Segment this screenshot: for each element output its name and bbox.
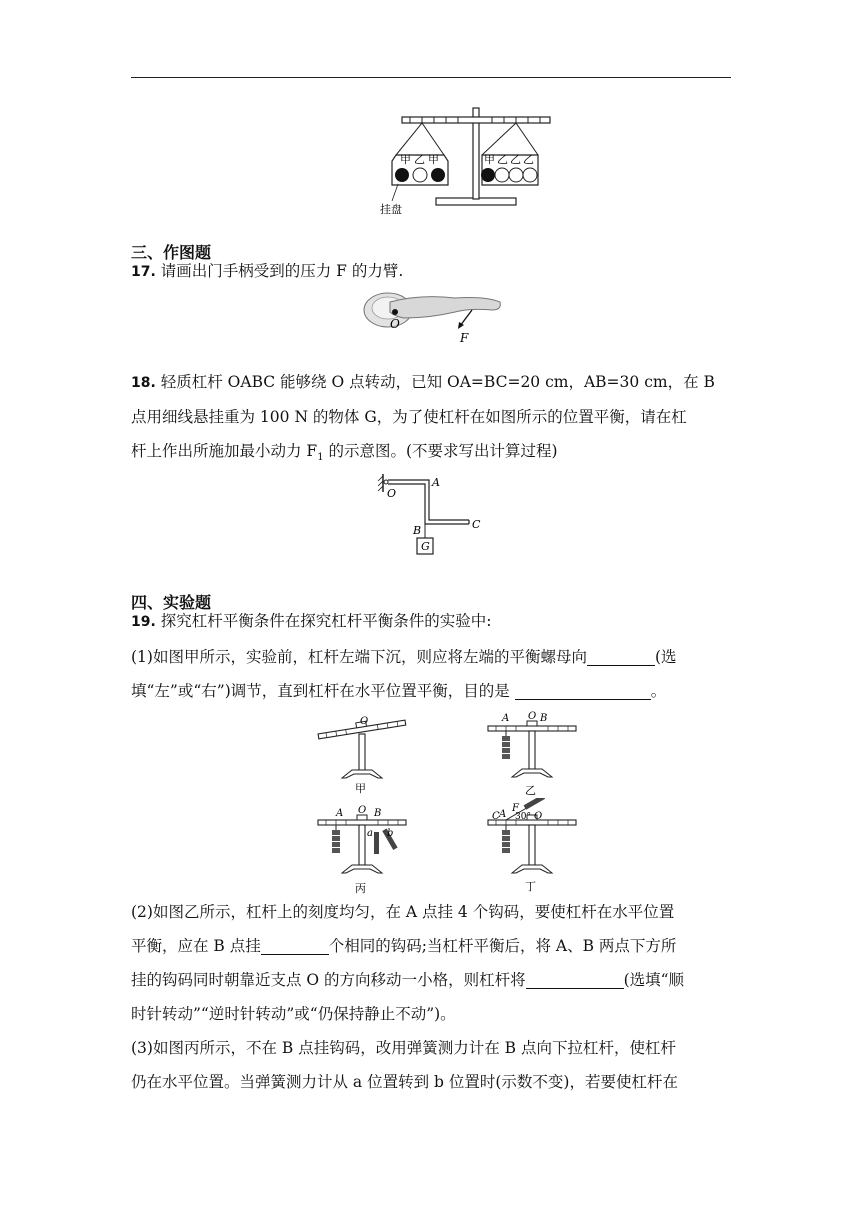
label-a: A [336, 808, 344, 819]
q19-p3-line-2: 仍在水平位置。当弹簧测力计从 a 位置转到 b 位置时(示数不变)，若要使杠杆在 [131, 1073, 678, 1091]
q19-part-1 [131, 640, 731, 708]
section-heading-4: 四、实验题 [131, 593, 212, 612]
answer-blank-1[interactable] [587, 647, 655, 666]
q19-intro-text: 探究杠杆平衡条件在探究杠杆平衡条件的实验中: [160, 612, 492, 630]
force-label: F [460, 331, 469, 345]
label-angle: 30° [515, 812, 531, 822]
label-b: B [540, 713, 548, 724]
q19-p3-line-1: (3)如图丙所示，不在 B 点挂钩码，改用弹簧测力计在 B 点向下拉杠杆，使杠杆 [131, 1039, 676, 1057]
label-f: F [512, 803, 519, 814]
question-18 [131, 365, 731, 475]
caption-bing: 丙 [355, 882, 366, 895]
label-g: G [421, 540, 430, 553]
caption-ding: 丁 [525, 880, 536, 893]
question-number: 18. [131, 375, 156, 391]
label-c: C [492, 811, 500, 822]
right-pan-label-3: 乙 [510, 153, 521, 166]
q19-p2-line-3a: 挂的钩码同时朝靠近支点 O 的方向移动一小格，则杠杆将 [131, 971, 526, 989]
q19-p1-line-2-tail: 。 [650, 682, 667, 700]
q19-p2-line-2a: 平衡，应在 B 点挂 [131, 937, 261, 955]
figure-ding [482, 798, 582, 896]
label-b: B [374, 808, 382, 819]
q19-p1-line-2: 填“左”或“右”)调节，直到杠杆在水平位置平衡，目的是 [131, 682, 510, 700]
right-pan-label-4: 乙 [523, 153, 534, 166]
q19-part-2 [131, 895, 731, 1031]
lever-oabc-figure [375, 472, 485, 562]
question-number: 19. [131, 614, 156, 630]
q18-subscript: 1 [317, 452, 324, 464]
label-o: O [534, 811, 543, 822]
balance-caption: 挂盘 [380, 203, 402, 216]
header-rule [131, 77, 731, 78]
label-spring-b: b [387, 828, 394, 839]
answer-blank-2[interactable] [515, 681, 651, 700]
question-19-intro [131, 604, 731, 639]
door-handle-figure [360, 286, 510, 348]
left-pan-label-3: 甲 [428, 153, 439, 166]
q19-p2-line-4: 时针转动”“逆时针转动”或“仍保持静止不动”)。 [131, 1005, 456, 1023]
q19-p2-line-2b: 个相同的钩码;当杠杆平衡后，将 A、B 两点下方所 [328, 937, 677, 955]
label-o: O [358, 805, 367, 816]
q18-line-1: 轻质杠杆 OABC 能够绕 O 点转动，已知 OA=BC=20 cm，AB=30 cm，在 B [160, 373, 715, 391]
figure-bing [312, 804, 412, 896]
pivot-label: O [390, 317, 400, 331]
answer-blank-3[interactable] [261, 936, 329, 955]
answer-blank-4[interactable] [526, 970, 624, 989]
label-a: A [502, 713, 510, 724]
right-pan-label-1: 甲 [484, 153, 495, 166]
q18-line-3b: 的示意图。(不要求写出计算过程) [323, 442, 558, 460]
q19-p2-line-3b: (选填“顺 [623, 971, 685, 989]
section-heading-3: 三、作图题 [131, 243, 212, 262]
label-o: O [387, 487, 397, 500]
figure-jia [312, 712, 412, 798]
q19-p1-line-1-tail: (选 [654, 648, 677, 666]
left-pan-label-1: 甲 [400, 153, 411, 166]
left-pan-label-2: 乙 [414, 153, 425, 166]
label-o: O [360, 716, 369, 727]
q19-part-3 [131, 1031, 731, 1099]
q19-p1-line-1: (1)如图甲所示，实验前，杠杆左端下沉，则应将左端的平衡螺母向 [131, 648, 587, 666]
question-number: 17. [131, 264, 156, 280]
q18-line-3a: 杆上作出所施加最小动力 F [131, 442, 318, 460]
label-b: B [413, 524, 422, 537]
caption-jia: 甲 [355, 782, 366, 795]
right-pan-label-2: 乙 [497, 153, 508, 166]
label-a: A [432, 476, 440, 489]
label-spring-a: a [367, 828, 373, 839]
label-c: C [472, 518, 481, 531]
balance-figure [378, 105, 553, 217]
caption-yi: 乙 [525, 784, 536, 797]
q18-line-2: 点用细线悬挂重为 100 N 的物体 G，为了使杠杆在如图所示的位置平衡，请在杠 [131, 408, 687, 426]
question-text: 请画出门手柄受到的压力 F 的力臂. [160, 262, 404, 280]
label-a: A [499, 809, 507, 820]
question-17 [131, 254, 731, 289]
figure-yi [482, 706, 582, 798]
q19-p2-line-1: (2)如图乙所示，杠杆上的刻度均匀，在 A 点挂 4 个钩码，要使杠杆在水平位置 [131, 903, 675, 921]
label-o: O [528, 711, 537, 722]
